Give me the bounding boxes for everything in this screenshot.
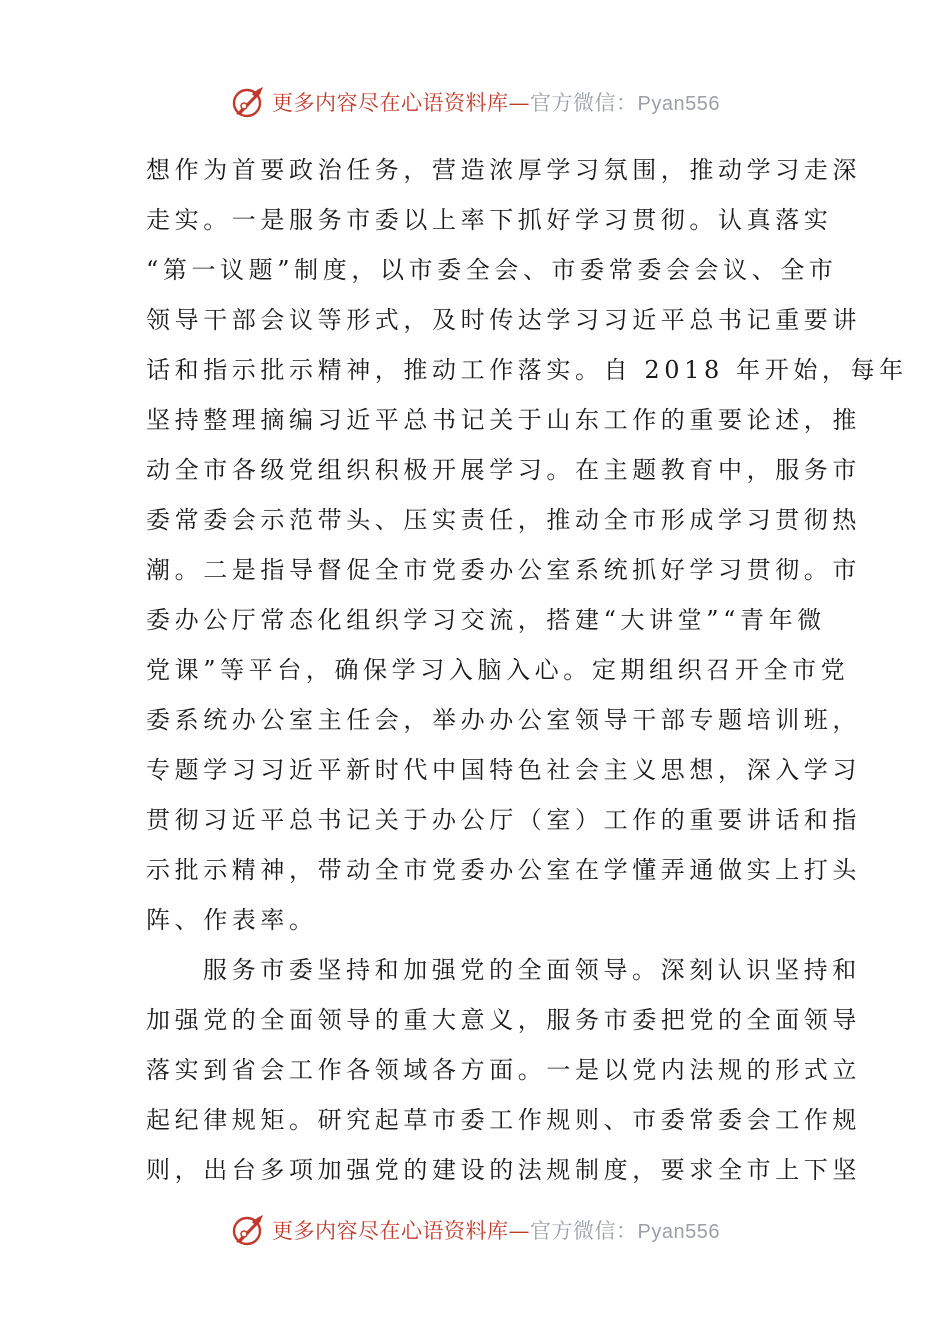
- text-line: 领导干部会议等形式，及时传达学习习近平总书记重要讲: [146, 306, 861, 334]
- footer-banner-red-text: 更多内容尽在心语资料库: [272, 1219, 509, 1243]
- header-banner-dash: —: [508, 91, 531, 115]
- text-line: 委常委会示范带头、压实责任，推动全市形成学习贯彻热: [146, 506, 861, 534]
- header-banner-text: [272, 87, 720, 117]
- text-line: 坚持整理摘编习近平总书记关于山东工作的重要论述，推: [146, 406, 861, 434]
- text-line: 落实到省会工作各领域各方面。一是以党内法规的形式立: [146, 1056, 861, 1084]
- header-watermark-banner: [0, 82, 950, 122]
- text-line: 委办公厅常态化组织学习交流，搭建“大讲堂”“青年微: [146, 606, 826, 634]
- text-line-indented: 服务市委坚持和加强党的全面领导。深刻认识坚持和: [203, 956, 861, 984]
- footer-banner-dash: —: [508, 1219, 531, 1243]
- text-line: 专题学习习近平新时代中国特色社会主义思想，深入学习: [146, 756, 861, 784]
- footer-banner-wechat-id: Pyan556: [637, 1221, 720, 1243]
- text-line: “第一议题”制度，以市委全会、市委常委会会议、全市: [146, 256, 838, 284]
- text-line: 话和指示批示精神，推动工作落实。自 2018 年开始，每年: [146, 356, 908, 384]
- text-line: 动全市各级党组织积极开展学习。在主题教育中，服务市: [146, 456, 861, 484]
- paragraph-1: [146, 145, 908, 945]
- footer-banner-text: [272, 1215, 720, 1245]
- text-line: 想作为首要政治任务，营造浓厚学习氛围，推动学习走深: [146, 156, 861, 184]
- text-line: 潮。二是指导督促全市党委办公室系统抓好学习贯彻。市: [146, 556, 861, 584]
- text-line: 起纪律规矩。研究起草市委工作规则、市委常委会工作规: [146, 1106, 861, 1134]
- quill-seal-logo-icon: [230, 1212, 266, 1248]
- header-banner-red-text: 更多内容尽在心语资料库: [272, 91, 509, 115]
- footer-banner-grey-text: 官方微信：: [530, 1219, 638, 1243]
- text-line: 走实。一是服务市委以上率下抓好学习贯彻。认真落实: [146, 206, 833, 234]
- text-line: 党课”等平台，确保学习入脑入心。定期组织召开全市党: [146, 656, 850, 684]
- paragraph-2: [146, 945, 861, 1195]
- quill-seal-logo-icon: [230, 84, 266, 120]
- header-banner-wechat-id: Pyan556: [637, 93, 720, 115]
- text-line: 阵、作表率。: [146, 906, 318, 934]
- text-line: 委系统办公室主任会，举办办公室领导干部专题培训班，: [146, 706, 861, 734]
- text-line: 贯彻习近平总书记关于办公厅（室）工作的重要讲话和指: [146, 806, 861, 834]
- text-line: 加强党的全面领导的重大意义，服务市委把党的全面领导: [146, 1006, 861, 1034]
- footer-watermark-banner: [0, 1210, 950, 1250]
- text-line: 示批示精神，带动全市党委办公室在学懂弄通做实上打头: [146, 856, 861, 884]
- document-body: [146, 145, 908, 1195]
- header-banner-grey-text: 官方微信：: [530, 91, 638, 115]
- text-line: 则，出台多项加强党的建设的法规制度，要求全市上下坚: [146, 1156, 861, 1184]
